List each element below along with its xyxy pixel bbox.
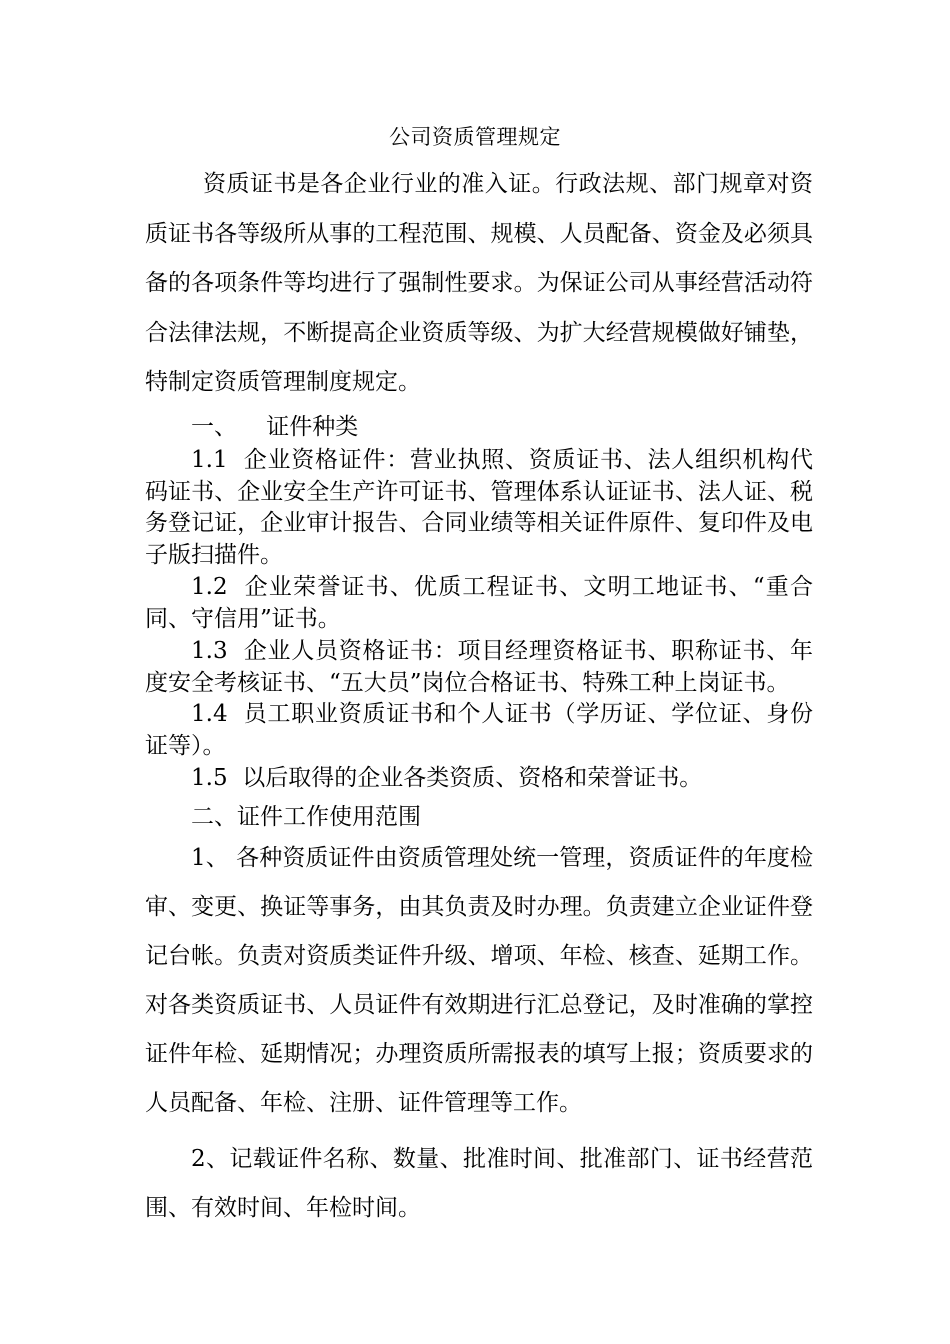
section-2-heading: 二、证件工作使用范围 [191, 804, 421, 830]
item-1-5: 1.5 以后取得的企业各类资质、资格和荣誉证书。 [191, 765, 703, 791]
item-1-2: 1.2 企业荣誉证书、优质工程证书、文明工地证书、“重合同、守信用”证书。 [145, 574, 813, 632]
item-1-3: 1.3 企业人员资格证书：项目经理资格证书、职称证书、年度安全考核证书、“五大员”岗位合格证书、特殊工种上岗证书。 [145, 638, 813, 696]
item-2-2: 2、记载证件名称、数量、批准时间、批准部门、证书经营范围、有效时间、年检时间。 [145, 1146, 813, 1221]
section-1-heading: 一、 证件种类 [191, 414, 359, 440]
item-1-4: 1.4 员工职业资质证书和个人证书（学历证、学位证、身份证等）。 [145, 701, 813, 759]
item-1-1: 1.1 企业资格证件：营业执照、资质证书、法人组织机构代码证书、企业安全生产许可证书、管理体系认证证书、法人证、税务登记证，企业审计报告、合同业绩等相关证件原件、复印件及电子版扫描件。 [145, 447, 813, 568]
item-2-1: 1、 各种资质证件由资质管理处统一管理，资质证件的年度检审、变更、换证等事务，由其负责及时办理。负责建立企业证件登记台帐。负责对资质类证件升级、增项、年检、核查、延期工作。对各类资质证书、人员证件有效期进行汇总登记，及时准确的掌控证件年检、延期情况；办理资质所需报表的填写上报；资质要求的人员配备、年检、注册、证件管理等工作。 [145, 845, 813, 1116]
document-title: 公司资质管理规定 [389, 125, 561, 149]
intro-paragraph: 资质证书是各企业行业的准入证。行政法规、部门规章对资质证书各等级所从事的工程范围、规模、人员配备、资金及必须具备的各项条件等均进行了强制性要求。为保证公司从事经营活动符合法律法规，不断提高企业资质等级、为扩大经营规模做好铺垫，特制定资质管理制度规定。 [145, 171, 813, 395]
